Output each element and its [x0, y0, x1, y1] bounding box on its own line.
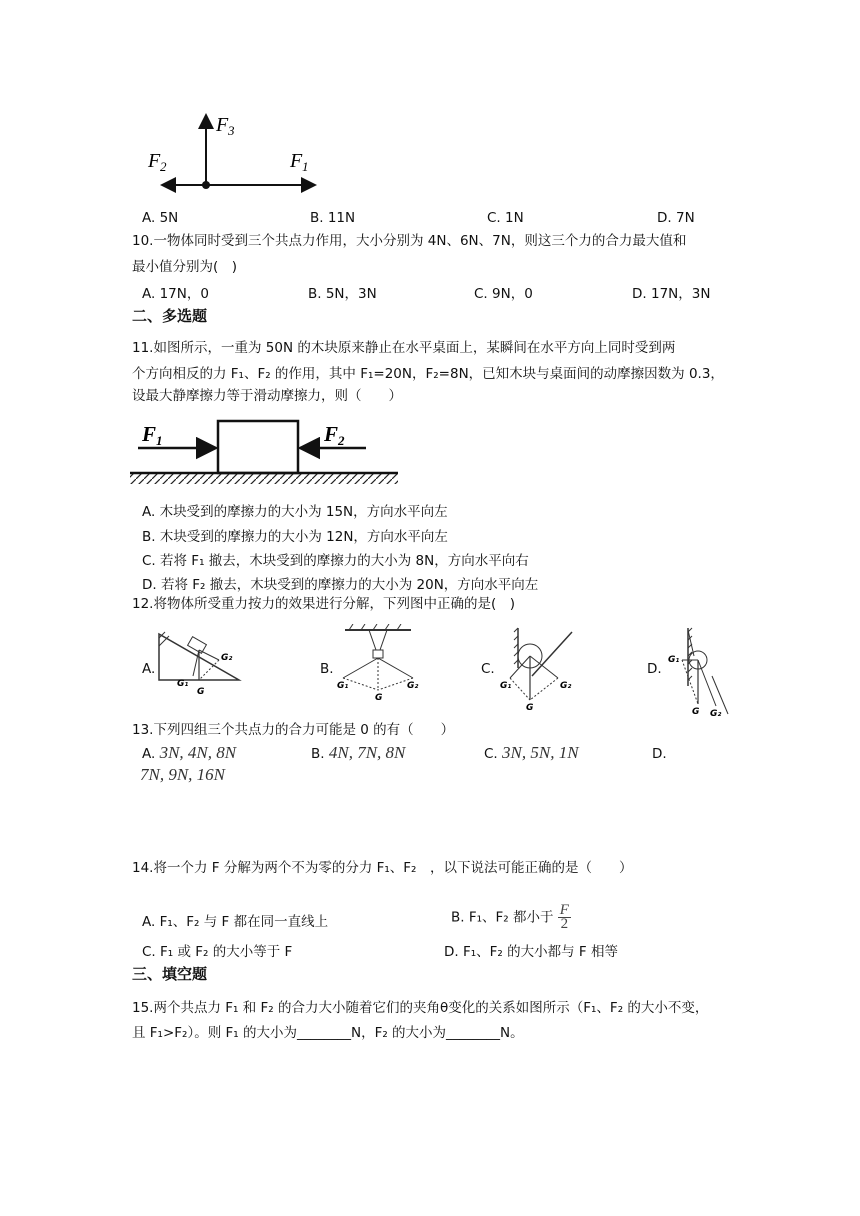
svg-text:G₂: G₂ — [710, 709, 722, 716]
q12-option-b-label: B. — [320, 661, 334, 677]
label-f2: F — [148, 150, 161, 172]
q11-block-diagram — [128, 415, 403, 490]
svg-text:G: G — [526, 703, 534, 712]
q14-option-b: B. F₁、F₂ 都小于 $\frac{F}{2}$ — [451, 902, 569, 932]
q14-option-a: A. F₁、F₂ 与 F 都在同一直线上 — [142, 914, 329, 930]
q15-stem-line1: 15.两个共点力 F₁ 和 F₂ 的合力大小随着它们的夹角θ变化的关系如图所示（F₁、F₂ 的大小不变， — [132, 1000, 709, 1016]
q10-option-b: B. 5N，3N — [308, 286, 377, 302]
svg-text:G: G — [197, 687, 205, 697]
svg-text:3: 3 — [228, 123, 235, 138]
svg-text:1: 1 — [156, 433, 163, 448]
q11-option-a: A. 木块受到的摩擦力的大小为 15N，方向水平向左 — [142, 504, 448, 520]
q11-option-c: C. 若将 F₁ 撤去，木块受到的摩擦力的大小为 8N，方向水平向右 — [142, 553, 529, 569]
fraction-f-over-2: $\frac{F}{2}$ — [559, 902, 569, 932]
q10-option-a: A. 17N，0 — [142, 286, 209, 302]
svg-text:G₂: G₂ — [407, 681, 419, 691]
q11-stem-line1: 11.如图所示，一重为 50N 的木块原来静止在水平桌面上，某瞬间在水平方向上同时受到两 — [132, 340, 676, 356]
section-title-fill-in: 三、填空题 — [132, 965, 208, 983]
q11-option-b: B. 木块受到的摩擦力的大小为 12N，方向水平向左 — [142, 529, 448, 545]
svg-text:G₂: G₂ — [221, 653, 233, 663]
q11-stem-line2: 个方向相反的力 F₁、F₂ 的作用，其中 F₁=20N，F₂=8N，已知木块与桌面间的动摩擦因数为 0.3， — [132, 366, 724, 382]
svg-text:G₁: G₁ — [337, 681, 349, 691]
q13-option-a: A. 3N, 4N, 8N — [142, 743, 237, 762]
q12-option-d-label: D. — [647, 661, 662, 677]
q13-option-d: D. — [652, 746, 667, 762]
q9-option-b: B. 11N — [310, 210, 356, 226]
q11-option-d: D. 若将 F₂ 撤去，木块受到的摩擦力的大小为 20N，方向水平向左 — [142, 577, 539, 593]
q12-figure-b-hanging — [335, 624, 425, 700]
q9-option-d: D. 7N — [657, 210, 695, 226]
svg-text:G: G — [375, 693, 383, 700]
q12-option-c-label: C. — [481, 661, 495, 677]
q12-figure-c-ball-groove — [496, 626, 586, 712]
q9-option-c: C. 1N — [487, 210, 524, 226]
q11-stem-line3: 设最大静摩擦力等于滑动摩擦力，则（ ） — [132, 388, 402, 404]
svg-text:2: 2 — [160, 159, 167, 174]
q9-option-a: A. 5N — [142, 210, 179, 226]
svg-text:G₂: G₂ — [560, 681, 572, 691]
svg-text:1: 1 — [302, 159, 309, 174]
q14-option-c: C. F₁ 或 F₂ 的大小等于 F — [142, 944, 293, 960]
svg-text:2: 2 — [338, 433, 345, 448]
svg-text:G: G — [692, 707, 700, 716]
q13-stem: 13.下列四组三个共点力的合力可能是 0 的有（ ） — [132, 722, 455, 738]
label-f3: F — [216, 114, 229, 136]
q13-option-d-value: 7N, 9N, 16N — [140, 765, 226, 784]
q10-option-c: C. 9N，0 — [474, 286, 533, 302]
svg-text:G₁: G₁ — [177, 679, 189, 689]
q10-option-d: D. 17N，3N — [632, 286, 711, 302]
q12-figure-d-ball-wall — [664, 626, 734, 716]
label-f1: F — [142, 422, 157, 446]
q15-stem-line2: 且 F₁>F₂）。则 F₁ 的大小为________N，F₂ 的大小为________N。 — [132, 1025, 524, 1041]
svg-text:G₁: G₁ — [500, 681, 512, 691]
q9-force-diagram — [130, 105, 330, 200]
section-title-multiple-choice: 二、多选题 — [132, 307, 208, 325]
q14-option-d: D. F₁、F₂ 的大小都与 F 相等 — [444, 944, 618, 960]
q13-option-b: B. 4N, 7N, 8N — [311, 743, 406, 762]
svg-text:G₁: G₁ — [668, 655, 680, 665]
label-f1: F — [290, 150, 303, 172]
q10-stem-line2: 最小值分别为( ) — [132, 259, 238, 275]
q12-stem: 12.将物体所受重力按力的效果进行分解，下列图中正确的是( ) — [132, 596, 516, 612]
label-f2: F — [324, 422, 339, 446]
q10-stem-line1: 10.一物体同时受到三个共点力作用，大小分别为 4N、6N、7N，则这三个力的合力最大值和 — [132, 233, 687, 249]
q14-stem: 14.将一个力 F 分解为两个不为零的分力 F₁、F₂ ，以下说法可能正确的是（ ） — [132, 860, 633, 876]
q12-option-a-label: A. — [142, 661, 156, 677]
q13-option-c: C. 3N, 5N, 1N — [484, 743, 579, 762]
q12-figure-a-incline — [155, 628, 245, 700]
